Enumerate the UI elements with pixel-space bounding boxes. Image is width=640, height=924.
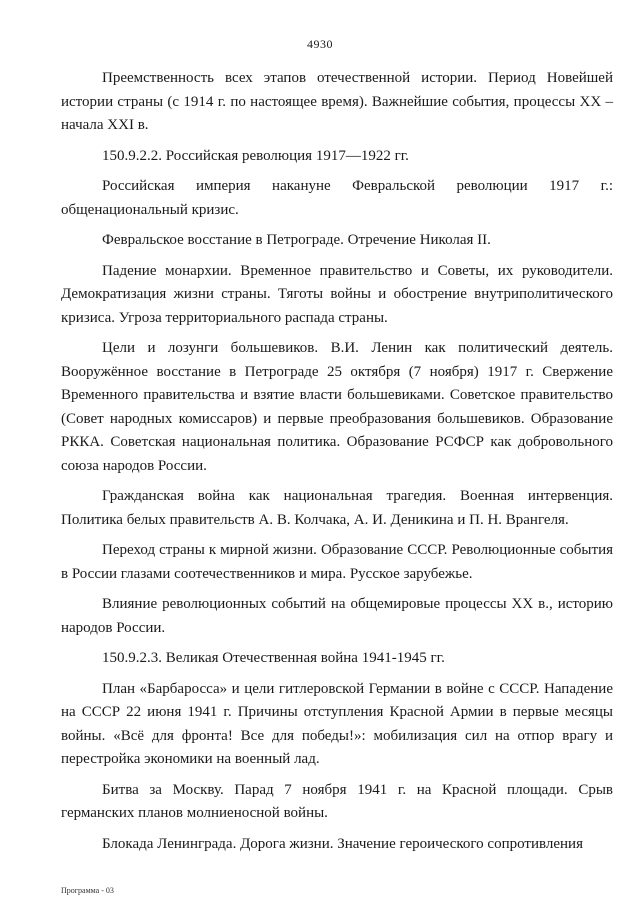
paragraph-battle-of-moscow: Битва за Москву. Парад 7 ноября 1941 г. на Красной площади. Срыв германских планов молниеносной войны. xyxy=(61,781,613,821)
section-heading-russian-revolution: 150.9.2.2. Российская революция 1917—1922 гг. xyxy=(102,147,409,164)
document-body xyxy=(61,67,613,863)
page-number: 4930 xyxy=(307,37,333,51)
paragraph-barbarossa: План «Барбаросса» и цели гитлеровской Германии в войне с СССР. Нападение на СССР 22 июня 1941 г. Причины отступления Красной Армии в первые месяцы войны. «Всё для фронта! Все для победы!»: мобилизация сил на отпор врагу и перестройка экономики на военный лад. xyxy=(61,680,613,767)
section-heading-great-patriotic-war: 150.9.2.3. Великая Отечественная война 1941-1945 гг. xyxy=(102,650,445,666)
paragraph-fall-of-monarchy: Падение монархии. Временное правительство и Советы, их руководители. Демократизация жизни страны. Тяготы войны и обострение внутриполитического кризиса. Угроза территориального распада страны. xyxy=(61,262,613,326)
paragraph-bolshevik-goals: Цели и лозунги большевиков. В.И. Ленин как политический деятель. Вооружённое восстание в Петрограде 25 октября (7 ноября) 1917 г. Свержение Временного правительства и взятие власти большевиками. Советское правительство (Совет народных комиссаров) и первые преобразования большевиков. Образование РККА. Советская национальная политика. Образование РСФСР как добровольного союза народов России. xyxy=(61,340,613,474)
page-footer: Программа - 03 xyxy=(61,886,114,895)
paragraph-february-uprising: Февральское восстание в Петрограде. Отречение Николая II. xyxy=(102,232,491,248)
paragraph-leningrad-blockade: Блокада Ленинграда. Дорога жизни. Значение героического сопротивления xyxy=(102,835,583,852)
paragraph-ussr-formation: Переход страны к мирной жизни. Образование СССР. Революционные события в России глазами соотечественников и мира. Русское зарубежье. xyxy=(61,542,613,582)
paragraph-empire-before-revolution: Российская империя накануне Февральской революции 1917 г.: общенациональный кризис. xyxy=(61,178,613,218)
paragraph-civil-war: Гражданская война как национальная трагедия. Военная интервенция. Политика белых правительств А. В. Колчака, А. И. Деникина и П. Н. Врангеля. xyxy=(61,488,613,528)
paragraph-continuity-of-history: Преемственность всех этапов отечественной истории. Период Новейшей истории страны (с 1914 г. по настоящее время). Важнейшие события, процессы XX – начала XXI в. xyxy=(61,70,613,133)
paragraph-revolution-influence: Влияние революционных событий на общемировые процессы XX в., историю народов России. xyxy=(61,596,613,636)
